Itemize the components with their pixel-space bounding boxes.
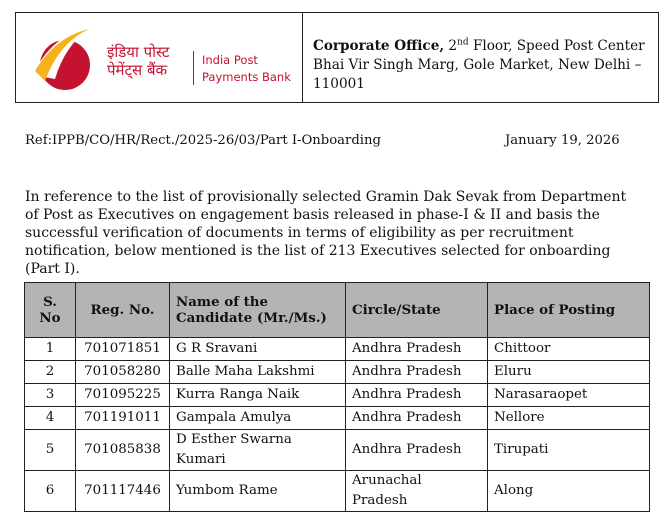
floor-number: 2: [448, 38, 458, 54]
candidate-table: [24, 282, 650, 512]
cell-circle: Andhra Pradesh: [346, 361, 488, 384]
cell-sno: 3: [25, 384, 76, 407]
cell-posting: Nellore: [488, 407, 650, 430]
logo-hindi-text: इंडिया पोस्ट पेमेंट्स बैंक: [107, 43, 170, 79]
ippb-logo: [25, 21, 295, 95]
cell-circle: Arunachal Pradesh: [346, 471, 488, 512]
cell-posting: Eluru: [488, 361, 650, 384]
table-row: [25, 430, 650, 471]
cell-name: Kurra Ranga Naik: [170, 384, 346, 407]
cell-circle: Andhra Pradesh: [346, 430, 488, 471]
table-row: [25, 407, 650, 430]
letterhead: [15, 12, 659, 103]
cell-posting: Along: [488, 471, 650, 512]
table-row: [25, 471, 650, 512]
office-title: Corporate Office,: [313, 38, 445, 54]
cell-posting: Tirupati: [488, 430, 650, 471]
col-reg-no: Reg. No.: [76, 283, 170, 338]
logo-english-text: India Post Payments Bank: [202, 53, 291, 84]
cell-name: Gampala Amulya: [170, 407, 346, 430]
intro-paragraph: In reference to the list of provisionally selected Gramin Dak Sevak from Department of Post as Executives on engagement basis released in phase-I & II and basis the successful verification of documents in terms of eligibility as per recruitment notification, below mentioned is the list of 213 Executives selected for onboarding (Part I).: [25, 189, 627, 277]
cell-reg-no: 701085838: [76, 430, 170, 471]
cell-sno: 2: [25, 361, 76, 384]
cell-sno: 1: [25, 338, 76, 361]
cell-name: Yumbom Rame: [170, 471, 346, 512]
cell-reg-no: 701071851: [76, 338, 170, 361]
logo-separator: [193, 51, 194, 85]
cell-sno: 6: [25, 471, 76, 512]
cell-posting: Narasaraopet: [488, 384, 650, 407]
cell-name: D Esther Swarna Kumari: [170, 430, 346, 471]
cell-posting: Chittoor: [488, 338, 650, 361]
cell-name: Balle Maha Lakshmi: [170, 361, 346, 384]
header-divider: [302, 13, 303, 102]
table-row: [25, 361, 650, 384]
floor-suffix: nd: [457, 37, 469, 48]
reference-number: Ref:IPPB/CO/HR/Rect./2025-26/03/Part I-Onboarding: [25, 133, 381, 148]
col-circle-state: Circle/State: [346, 283, 488, 338]
table-row: [25, 384, 650, 407]
table-header-row: [25, 283, 650, 338]
cell-reg-no: 701117446: [76, 471, 170, 512]
letter-date: January 19, 2026: [505, 133, 620, 148]
col-sno: S. No: [25, 283, 76, 338]
cell-circle: Andhra Pradesh: [346, 384, 488, 407]
cell-reg-no: 701095225: [76, 384, 170, 407]
cell-circle: Andhra Pradesh: [346, 407, 488, 430]
cell-name: G R Sravani: [170, 338, 346, 361]
col-candidate-name: Name of the Candidate (Mr./Ms.): [170, 283, 346, 338]
ippb-logo-icon: [25, 21, 105, 95]
col-place-of-posting: Place of Posting: [488, 283, 650, 338]
cell-sno: 5: [25, 430, 76, 471]
cell-reg-no: 701191011: [76, 407, 170, 430]
table-row: [25, 338, 650, 361]
cell-circle: Andhra Pradesh: [346, 338, 488, 361]
address-text: Floor, Speed Post Center Bhai Vir Singh Marg, Gole Market, New Delhi – 110001: [313, 38, 645, 92]
cell-reg-no: 701058280: [76, 361, 170, 384]
office-address: [313, 37, 658, 94]
cell-sno: 4: [25, 407, 76, 430]
